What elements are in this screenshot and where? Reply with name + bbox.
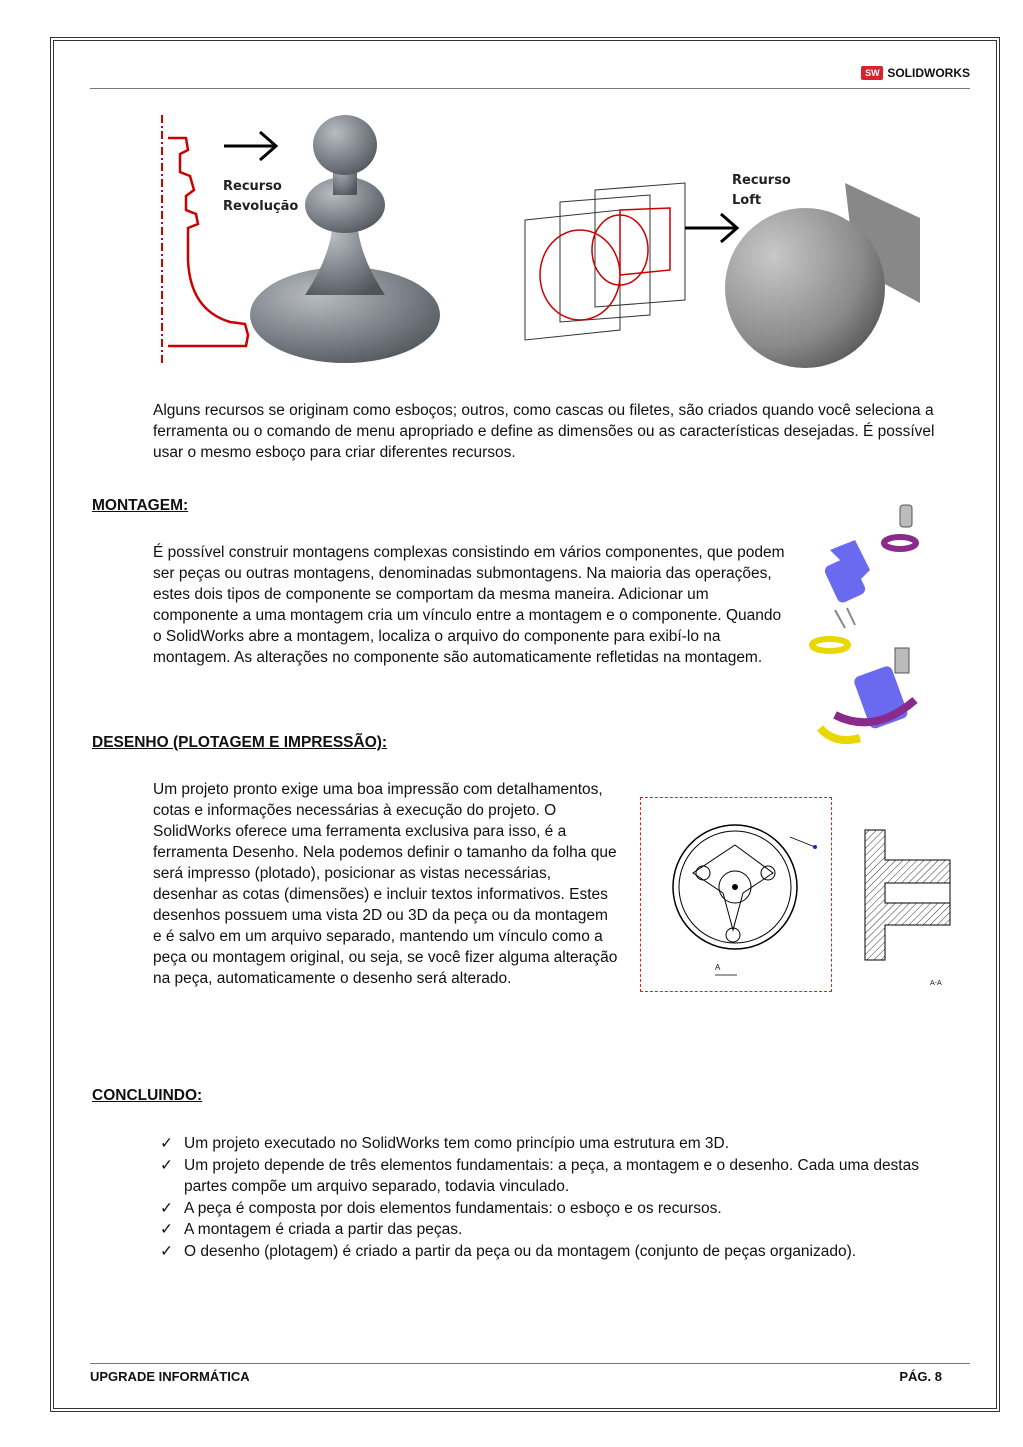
list-item-text: Um projeto depende de três elementos fundamentais: a peça, a montagem e o desenho. Cada uma destas partes compõe um arquivo separado, todavia vinculado. xyxy=(184,1156,919,1195)
section-label: A-A xyxy=(930,980,942,987)
list-item xyxy=(160,1241,960,1263)
list-item-text: A peça é composta por dois elementos fundamentais: o esboço e os recursos. xyxy=(184,1199,722,1217)
checkmark-icon: ✓ xyxy=(160,1156,173,1174)
loft-label-line1: Recurso xyxy=(732,173,791,188)
conclusion-list xyxy=(160,1133,960,1262)
list-item xyxy=(160,1198,960,1220)
checkmark-icon: ✓ xyxy=(160,1242,173,1260)
checkmark-icon: ✓ xyxy=(160,1135,173,1152)
loft-sketch-planes xyxy=(520,180,700,360)
list-item-text: Um projeto executado no SolidWorks tem como princípio uma estrutura em 3D. xyxy=(184,1135,730,1152)
page-header xyxy=(90,62,970,89)
desenho-heading: DESENHO (PLOTAGEM E IMPRESSÃO): xyxy=(92,734,388,751)
concluindo-heading: CONCLUINDO: xyxy=(92,1087,203,1104)
intro-paragraph: Alguns recursos se originam como esboços; outros, como cascas ou filetes, são criados quando você seleciona a ferramenta ou o comando de menu apropriado e define as dimensões ou as características desejadas. É possível usar o mesmo esboço para criar diferentes recursos. xyxy=(153,402,935,461)
revolved-part-3d xyxy=(245,110,445,372)
view-label: A xyxy=(715,963,721,972)
checkmark-icon: ✓ xyxy=(160,1199,173,1217)
exploded-assembly-image xyxy=(805,500,925,750)
drawing-section-view xyxy=(860,825,955,965)
drawing-front-view xyxy=(665,815,825,980)
page-footer xyxy=(90,1363,970,1384)
list-item xyxy=(160,1133,960,1155)
revolve-label-line2: Revolução xyxy=(223,199,299,214)
checkmark-icon: ✓ xyxy=(160,1221,173,1238)
list-item xyxy=(160,1155,960,1198)
montagem-paragraph: É possível construir montagens complexas consistindo em vários componentes, que podem ser peças ou outras montagens, denominadas submontagens. Na maioria das operações, estes dois tipos de componente se comportam da mesma maneira. Adicionar um componente a uma montagem cria um vínculo entre a montagem e o componente. Quando o SolidWorks abre a montagem, localiza o arquivo do componente para exibí-lo na montagem. As alterações no componente são automaticamente refletidas na montagem. xyxy=(153,544,785,666)
solidworks-brand xyxy=(861,66,970,80)
page-number: PÁG. 8 xyxy=(899,1369,942,1384)
montagem-heading: MONTAGEM: xyxy=(92,497,189,514)
footer-company: UPGRADE INFORMÁTICA xyxy=(90,1369,250,1384)
loft-label-line2: Loft xyxy=(732,193,762,208)
brand-name: SOLIDWORKS xyxy=(887,66,970,80)
desenho-paragraph: Um projeto pronto exige uma boa impressão com detalhamentos, cotas e informações necessárias à execução do projeto. O SolidWorks oferece uma ferramenta exclusiva para isso, é a ferramenta Desenho. Nela podemos definir o tamanho da folha que será impresso (plotado), posicionar as vistas necessárias, desenhar as cotas (dimensões) e incluir textos informativos. Estes desenhos possuem uma vista 2D ou 3D da peça ou da montagem e é salvo em um arquivo separado, mantendo um vínculo como a peça ou montagem original, ou seja, se você fizer alguma alteração na peça, automaticamente o desenho será alterado. xyxy=(153,781,618,987)
list-item xyxy=(160,1219,960,1241)
solidworks-logo-icon: SW xyxy=(861,66,883,80)
list-item-text: O desenho (plotagem) é criado a partir da peça ou da montagem (conjunto de peças organizado). xyxy=(184,1242,857,1260)
revolve-label-line1: Recurso xyxy=(223,179,282,194)
list-item-text: A montagem é criada a partir das peças. xyxy=(184,1221,463,1238)
loft-part-3d xyxy=(725,178,925,368)
